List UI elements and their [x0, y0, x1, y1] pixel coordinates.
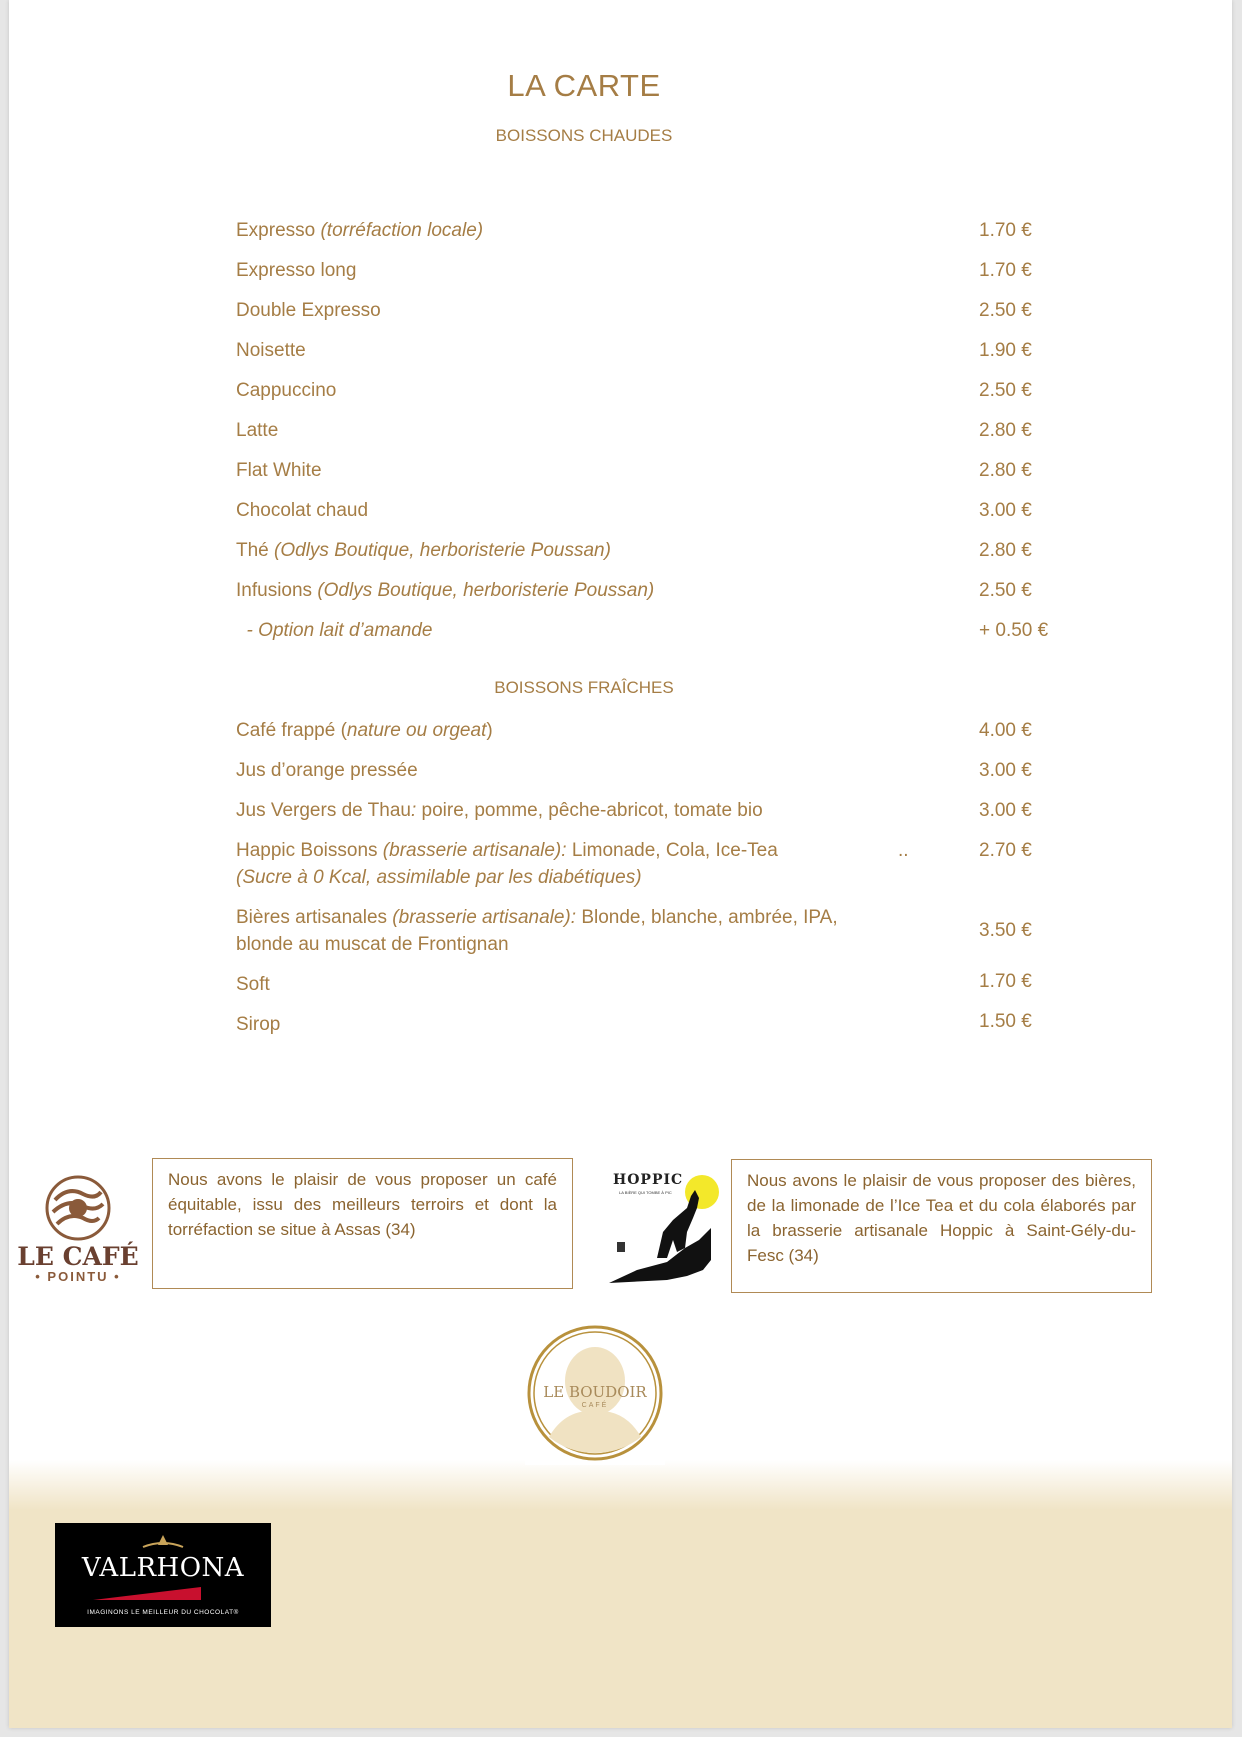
valrhona-tagline: IMAGINONS LE MEILLEUR DU CHOCOLAT®	[87, 1609, 239, 1616]
cafe-logo-subtext: • POINTU •	[35, 1269, 121, 1284]
item-price: 3.00 €	[979, 500, 1032, 521]
option-label: - Option lait d’amande	[236, 620, 433, 641]
item-price: 2.50 €	[979, 580, 1032, 601]
item-name: Bières artisanales (brasserie artisanale): Blonde, blanche, ambrée, IPA,	[236, 907, 838, 928]
wolf-icon	[607, 1170, 727, 1285]
hoppic-info-box: Nous avons le plaisir de vous proposer des bières, de la limonade de l’Ice Tea et du cola élaborés par la brasserie artisanale Hoppic à Saint-Gély-du-Fesc (34)	[731, 1159, 1152, 1293]
item-name-line2: blonde au muscat de Frontignan	[236, 934, 509, 955]
item-name: Double Expresso	[236, 300, 381, 321]
item-price: 1.90 €	[979, 340, 1032, 361]
item-name: Flat White	[236, 460, 322, 481]
boudoir-logo-subtext: CAFÉ	[581, 1402, 609, 1409]
item-price: 1.50 €	[979, 1011, 1032, 1032]
option-price: + 0.50 €	[979, 620, 1049, 641]
item-price: 2.70 €	[979, 840, 1032, 861]
boudoir-logo	[525, 1325, 665, 1465]
item-name: Latte	[236, 420, 279, 441]
item-name: Happic Boissons (brasserie artisanale): Limonade, Cola, Ice-Tea	[236, 840, 778, 861]
hoppic-logo-text: HOPPIC	[613, 1172, 684, 1188]
item-name: Café frappé (nature ou orgeat)	[236, 720, 493, 741]
page-title: LA CARTE	[507, 68, 661, 103]
cafe-info-box: Nous avons le plaisir de vous proposer un café équitable, issu des meilleurs terroirs et dont la torréfaction se situe à Assas (34)	[152, 1158, 573, 1289]
item-name: Chocolat chaud	[236, 500, 369, 521]
item-price: 2.50 €	[979, 380, 1032, 401]
item-name: Expresso long	[236, 260, 357, 281]
cafe-logo-text: LE CAFÉ	[17, 1242, 139, 1271]
item-name: Jus Vergers de Thau: poire, pomme, pêche-abricot, tomate bio	[236, 800, 763, 821]
menu-page	[9, 0, 1232, 1728]
hoppic-tagline: LA BIÈRE QUI TOMBE À PIC	[619, 1190, 672, 1195]
item-price: 1.70 €	[979, 260, 1032, 281]
valrhona-logo-text: VALRHONA	[81, 1553, 245, 1583]
item-price: 4.00 €	[979, 720, 1032, 741]
item-price: 2.50 €	[979, 300, 1032, 321]
item-name: Soft	[236, 974, 270, 995]
item-name: Jus d’orange pressée	[236, 760, 418, 781]
item-price: 3.00 €	[979, 760, 1032, 781]
item-name: Cappuccino	[236, 380, 337, 401]
item-name: Infusions (Odlys Boutique, herboristerie Poussan)	[236, 580, 655, 601]
item-note: (Sucre à 0 Kcal, assimilable par les diabétiques)	[236, 867, 642, 888]
hot-drinks-title: BOISSONS CHAUDES	[495, 126, 673, 145]
valrhona-logo	[55, 1523, 271, 1627]
item-name: Expresso (torréfaction locale)	[236, 220, 484, 241]
item-name: Thé (Odlys Boutique, herboristerie Poussan)	[236, 540, 611, 561]
item-price: 1.70 €	[979, 971, 1032, 992]
cafe-pointu-logo	[13, 1172, 143, 1282]
item-price: 3.00 €	[979, 800, 1032, 821]
item-price: 2.80 €	[979, 420, 1032, 441]
cold-drinks-title: BOISSONS FRAÎCHES	[494, 678, 674, 697]
leader-dots: ..	[898, 840, 909, 861]
item-price: 2.80 €	[979, 540, 1032, 561]
item-name: Noisette	[236, 340, 306, 361]
boudoir-logo-text: LE BOUDOIR	[543, 1383, 647, 1401]
hoppic-logo	[607, 1170, 727, 1285]
item-price: 1.70 €	[979, 220, 1032, 241]
item-price: 3.50 €	[979, 920, 1032, 941]
item-price: 2.80 €	[979, 460, 1032, 481]
item-name: Sirop	[236, 1014, 281, 1035]
